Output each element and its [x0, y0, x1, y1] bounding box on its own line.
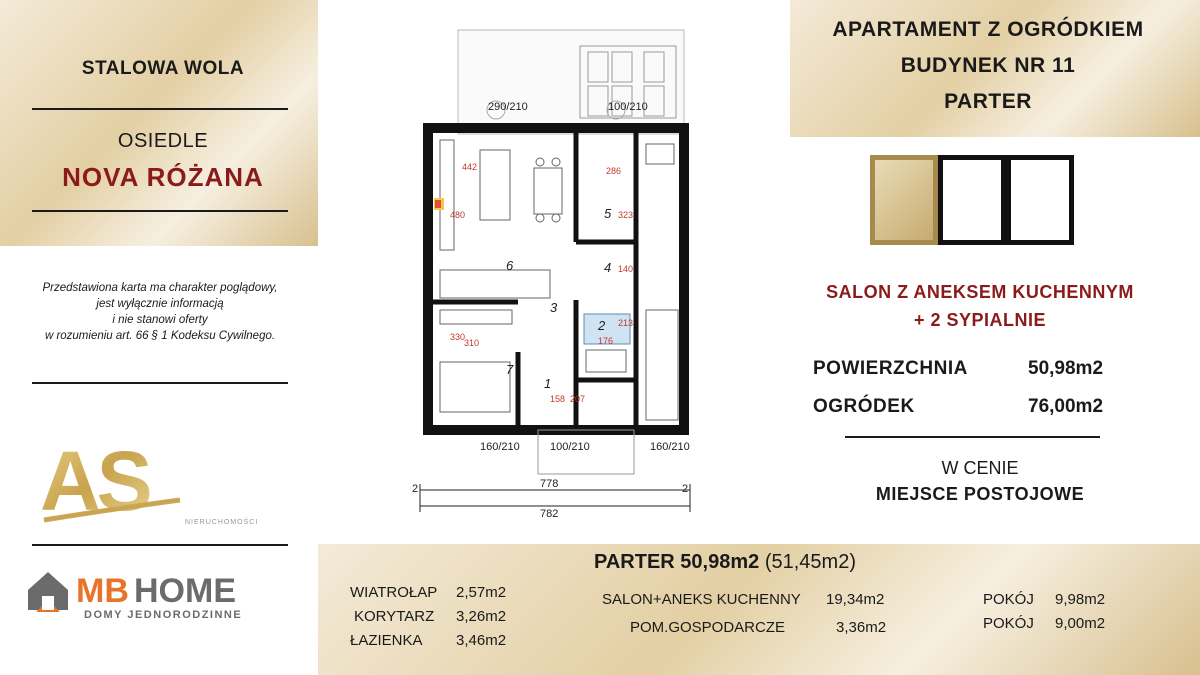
window-size: 290/210: [488, 101, 528, 113]
disclaimer-line: w rozumieniu art. 66 § 1 Kodeksu Cywilnego.: [44, 330, 276, 342]
room-name: KORYTARZ: [354, 608, 435, 625]
disclaimer-line: Przedstawiona karta ma charakter poglądowy,: [42, 282, 278, 294]
floor-summary: [594, 551, 856, 574]
room-name: POKÓJ: [983, 615, 1034, 632]
dimension: 330: [450, 332, 466, 342]
room-area: 3,46m2: [456, 632, 507, 649]
room-number: 5: [604, 206, 612, 221]
mb-logo-home: HOME: [134, 572, 236, 610]
floor-swatch: [1006, 155, 1074, 245]
window-size: 100/210: [608, 101, 648, 113]
title-line-2: BUDYNEK NR 11: [900, 54, 1076, 77]
dimension: 176: [598, 336, 614, 346]
room-name: ŁAZIENKA: [350, 632, 423, 649]
window-size: 100/210: [550, 441, 590, 453]
window-size: 160/210: [480, 441, 520, 453]
room-number: 3: [550, 300, 558, 315]
dimension: 286: [606, 166, 622, 176]
room-area: 2,57m2: [456, 584, 507, 601]
dimension: 323: [618, 210, 634, 220]
disclaimer-line: i nie stanowi oferty: [112, 314, 208, 326]
room-name: WIATROŁAP: [350, 584, 438, 601]
layout-desc-line-2: + 2 SYPIALNIE: [913, 310, 1047, 330]
divider: [32, 210, 288, 212]
garden-label: OGRÓDEK: [813, 396, 915, 417]
floor-swatch-ground: [870, 155, 938, 245]
edge-mark: 2: [682, 483, 689, 495]
mb-logo-mb: MB: [76, 572, 129, 610]
dimension: 213: [618, 318, 634, 328]
floor-swatch: [938, 155, 1006, 245]
title-line-1: APARTAMENT Z OGRÓDKIEM: [832, 18, 1144, 41]
garden-value: 76,00m2: [1028, 396, 1104, 417]
room-area: 19,34m2: [826, 591, 885, 608]
city-name: STALOWA WOLA: [81, 58, 245, 79]
mb-logo-tagline: DOMY JEDNORODZINNE: [84, 609, 243, 621]
overall-outer-dimension: 782: [540, 508, 559, 520]
dimension: 158: [550, 394, 566, 404]
room-name: POKÓJ: [983, 591, 1034, 608]
dimension: 442: [462, 162, 478, 172]
estate-name: NOVA RÓŻANA: [62, 162, 264, 192]
floor-plan: [410, 10, 700, 520]
estate-label: OSIEDLE: [117, 130, 209, 152]
room-number: 1: [544, 376, 552, 391]
room-area: 9,98m2: [1055, 591, 1106, 608]
overall-inner-dimension: 778: [540, 478, 559, 490]
room-area: 9,00m2: [1055, 615, 1106, 632]
divider: [32, 382, 288, 384]
divider: [32, 544, 288, 546]
room-number: 7: [506, 362, 514, 377]
dimension: 140: [618, 264, 634, 274]
disclaimer: [20, 280, 300, 344]
window-size: 160/210: [650, 441, 690, 453]
mbhome-logo: [26, 562, 288, 622]
room-number: 6: [506, 258, 514, 273]
title-line-3: PARTER: [944, 90, 1032, 113]
area-value: 50,98m2: [1028, 358, 1104, 379]
floor-gross-area: (51,45m2): [764, 551, 856, 573]
price-note: W CENIE: [941, 458, 1019, 478]
divider: [32, 108, 288, 110]
room-name: SALON+ANEKS KUCHENNY: [602, 591, 801, 608]
layout-desc-line-1: SALON Z ANEKSEM KUCHENNYM: [826, 282, 1134, 302]
edge-mark: 2: [412, 483, 419, 495]
parking-included: MIEJSCE POSTOJOWE: [875, 484, 1085, 504]
dimension: 480: [450, 210, 466, 220]
room-number: 2: [598, 318, 606, 333]
room-name: POM.GOSPODARCZE: [630, 619, 786, 636]
divider: [845, 436, 1100, 438]
floor-label: PARTER 50,98m2: [594, 551, 760, 573]
disclaimer-line: jest wyłącznie informacją: [96, 298, 224, 310]
room-area: 3,36m2: [836, 619, 887, 636]
as-nieruchomosci-logo: [40, 438, 280, 534]
dimension: 207: [570, 394, 586, 404]
dimension: 310: [464, 338, 480, 348]
as-logo-tagline: NIERUCHOMOŚCI: [185, 519, 259, 526]
room-number: 4: [604, 260, 612, 275]
room-area: 3,26m2: [456, 608, 507, 625]
as-logo-letters: AS: [40, 438, 149, 528]
area-label: POWIERZCHNIA: [813, 358, 968, 379]
